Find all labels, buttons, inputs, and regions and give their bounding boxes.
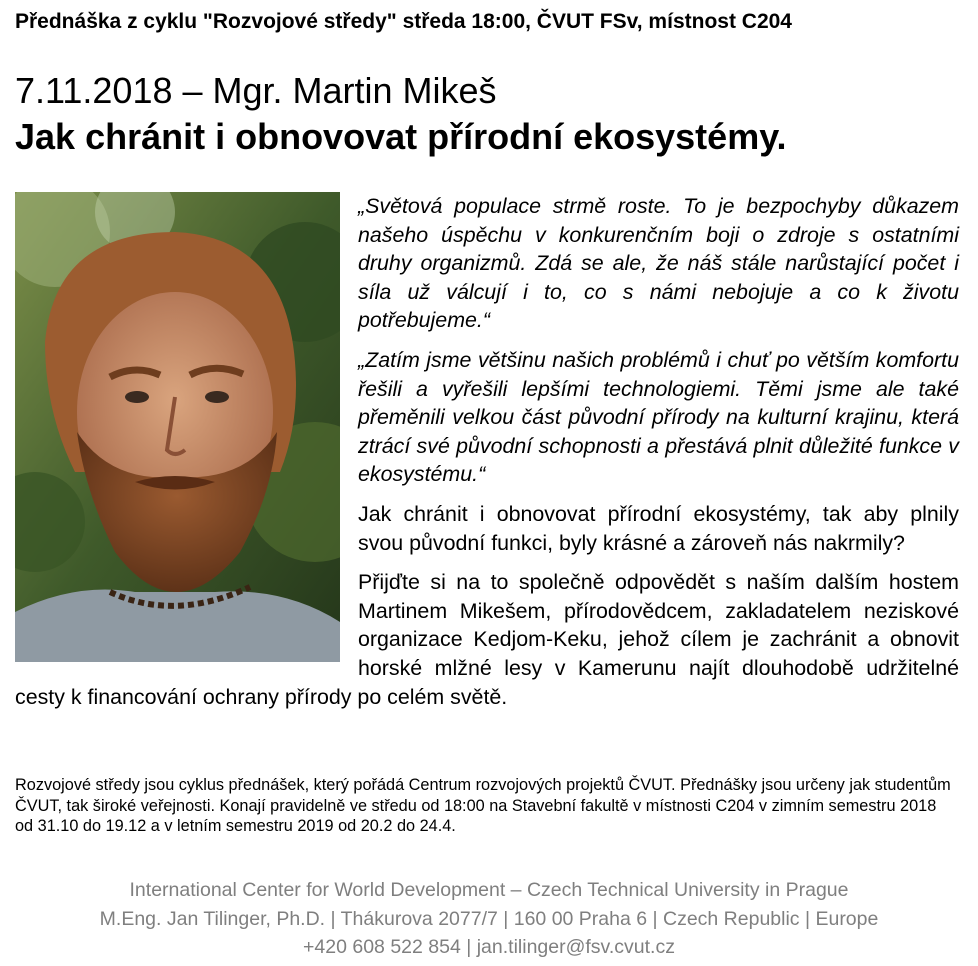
footer-contact: +420 608 522 854 | jan.tilinger@fsv.cvut.cz bbox=[303, 936, 675, 958]
footer-organization: International Center for World Development – Czech Technical University in Prague bbox=[129, 879, 849, 901]
series-info-note: Rozvojové středy jsou cyklus přednášek, který pořádá Centrum rozvojových projektů ČVUT. Přednášky jsou určeny jak studentům ČVUT, tak široké veřejnosti. Konají pravidelně ve středu od 18:00 na Stavební fakultě v místnosti C204 v zimním semestru 2018 od 31.10 do 19.12 a v letním semestru 2019 od 20.2 do 24.4. bbox=[15, 776, 951, 835]
quote-paragraph-1: „Světová populace strmě roste. To je bezpochyby důkazem našeho úspěchu v konkurenčním boji o zdroje s ostatními druhy organizmů. Zdá se ale, že náš stále narůstající počet i síla už válcují i to, co s námi nebojuje a co k životu potřebujeme.“ bbox=[358, 194, 959, 333]
quote-paragraph-2: „Zatím jsme většinu našich problémů i chuť po větším komfortu řešili a vyřešili lepšími technologiemi. Těmi jsme ale také přeměnili velkou část původní přírody na kulturní krajinu, která ztrácí své původní schopnosti a přestává plnit důležité funkce v ekosystému.“ bbox=[358, 347, 959, 487]
speaker-portrait-image bbox=[15, 192, 340, 662]
body-paragraph-1: Jak chránit i obnovovat přírodní ekosystémy, tak aby plnily svou původní funkci, byly krásné a zároveň nás nakrmily? bbox=[358, 501, 959, 555]
event-date-speaker: 7.11.2018 – Mgr. Martin Mikeš bbox=[15, 70, 497, 111]
contact-footer bbox=[0, 876, 978, 962]
main-content bbox=[15, 192, 959, 722]
footer-address: M.Eng. Jan Tilinger, Ph.D. | Thákurova 2077/7 | 160 00 Praha 6 | Czech Republic | Europe bbox=[99, 907, 879, 930]
lecture-series-header: Přednáška z cyklu "Rozvojové středy" středa 18:00, ČVUT FSv, místnost C204 bbox=[15, 10, 792, 33]
body-paragraph-2: Přijďte si na to společně odpovědět s naším dalším hostem Martinem Mikešem, přírodovědcem, zakladatelem neziskové organizace Kedjom-Keku, jehož cílem je zachránit a obnovit horské mlžné lesy v Kamerunu najít dlouhodobě udržitelné cesty k financování ochrany přírody po celém světě. bbox=[15, 570, 959, 709]
event-title: Jak chránit i obnovovat přírodní ekosystémy. bbox=[15, 116, 787, 157]
speaker-photo bbox=[15, 192, 340, 662]
